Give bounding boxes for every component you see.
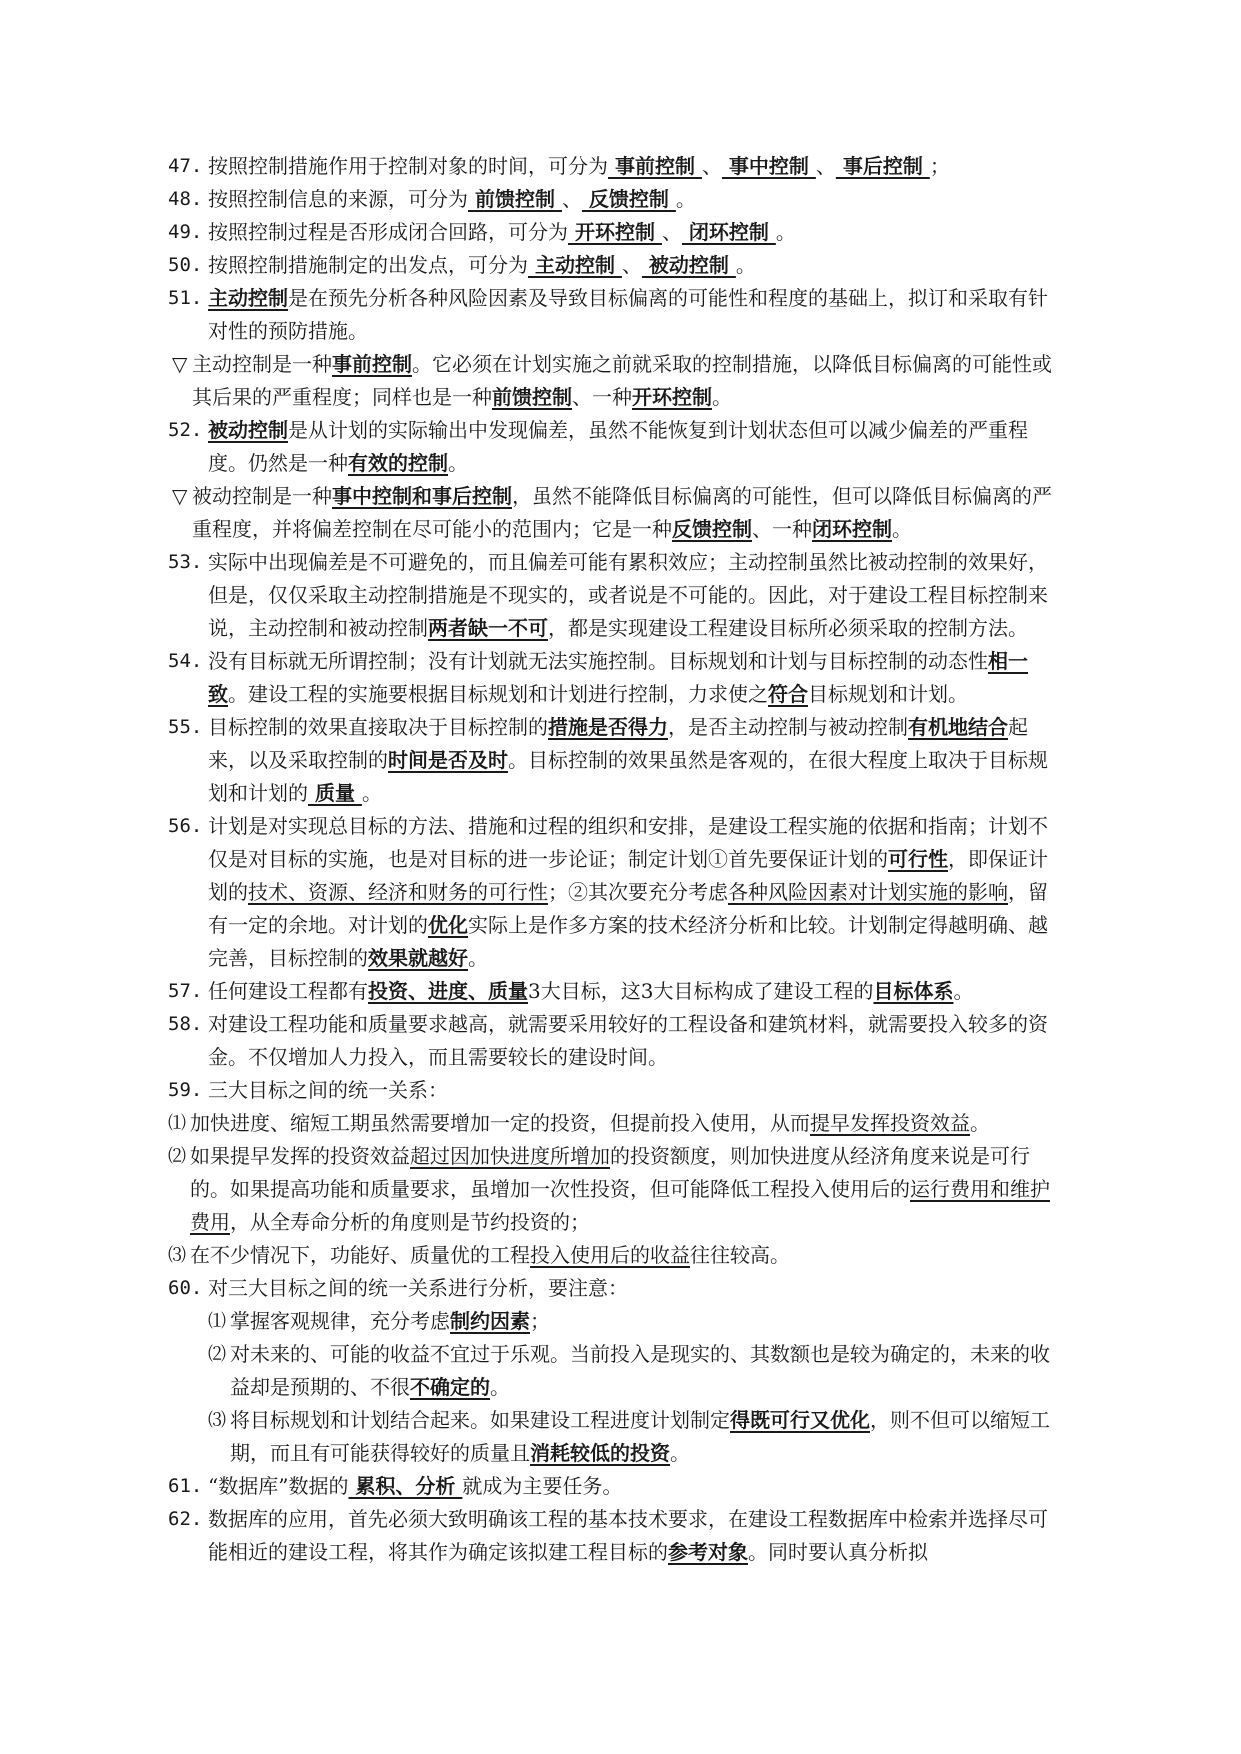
item-number: 47. bbox=[168, 155, 203, 177]
item-49 bbox=[168, 216, 1063, 249]
triangle-marker-icon: ▽ bbox=[172, 484, 188, 508]
underlined-phrase: 投入使用后的收益 bbox=[530, 1243, 690, 1267]
text: 被动控制是一种 bbox=[192, 484, 332, 508]
text: 、 bbox=[815, 154, 836, 178]
text: 对未来的、可能的收益不宜过于乐观。当前投入是现实的、其数额也是较为确定的，未来的收益却是预期的、不很 bbox=[230, 1342, 1050, 1399]
item-number: 49. bbox=[168, 221, 203, 243]
text: 。 bbox=[735, 253, 756, 277]
text: 。建设工程的实施要根据目标规划和计划进行控制，力求使之 bbox=[228, 682, 768, 706]
key-term: 优化 bbox=[428, 913, 468, 937]
item-number: 59. bbox=[168, 1079, 203, 1101]
item-52 bbox=[168, 414, 1063, 480]
answer-blank: 主动控制 bbox=[528, 253, 622, 277]
key-term: 不确定的 bbox=[410, 1375, 490, 1399]
key-term: 可行性 bbox=[888, 847, 948, 871]
sub-number: ⑵ bbox=[168, 1146, 186, 1167]
text: 任何建设工程都有 bbox=[208, 979, 368, 1003]
text: ； bbox=[929, 154, 950, 178]
item-number: 54. bbox=[168, 650, 203, 672]
text: 在不少情况下，功能好、质量优的工程 bbox=[190, 1243, 530, 1267]
item-54 bbox=[168, 645, 1063, 711]
key-term: 主动控制 bbox=[208, 286, 288, 310]
item-59-sub-1 bbox=[168, 1107, 1063, 1140]
answer-blank: 被动控制 bbox=[641, 253, 736, 277]
underlined-phrase: 技术、资源、经济和财务的可行性 bbox=[248, 880, 548, 904]
item-61 bbox=[168, 1470, 1063, 1503]
note-52 bbox=[172, 480, 1063, 546]
text: 按照控制过程是否形成闭合回路，可分为 bbox=[208, 220, 568, 244]
underlined-phrase: 运行费用和维护费用 bbox=[190, 1177, 1050, 1234]
item-number: 58. bbox=[168, 1013, 203, 1035]
sub-number: ⑶ bbox=[208, 1410, 226, 1431]
text: ，即保证计划的 bbox=[208, 847, 1048, 904]
item-number: 56. bbox=[168, 815, 203, 837]
sub-number: ⑶ bbox=[168, 1245, 186, 1266]
text: 目标规划和计划。 bbox=[808, 682, 968, 706]
text: 3大目标，这3大目标构成了建设工程的 bbox=[528, 979, 874, 1003]
key-term: 制约因素 bbox=[450, 1309, 530, 1333]
key-term: 相一致 bbox=[208, 649, 1028, 706]
item-number: 50. bbox=[168, 254, 203, 276]
text: 。 bbox=[675, 187, 696, 211]
key-term: 有机地结合 bbox=[908, 715, 1008, 739]
answer-blank: 反馈控制 bbox=[581, 187, 676, 211]
text: 。目标控制的效果虽然是客观的，在很大程度上取决于目标规划和计划的 bbox=[208, 748, 1048, 805]
answer-blank: 质量 bbox=[308, 781, 362, 805]
text: 掌握客观规律，充分考虑 bbox=[230, 1309, 450, 1333]
text: 按照控制措施制定的出发点，可分为 bbox=[208, 253, 528, 277]
item-55 bbox=[168, 711, 1063, 810]
text: 起来，以及采取控制的 bbox=[208, 715, 1028, 772]
item-number: 52. bbox=[168, 419, 203, 441]
answer-blank: 事后控制 bbox=[835, 154, 930, 178]
text: ，是否主动控制与被动控制 bbox=[668, 715, 908, 739]
text: 、一种 bbox=[752, 517, 812, 541]
sub-number: ⑵ bbox=[208, 1344, 226, 1365]
key-term: 前馈控制 bbox=[492, 385, 572, 409]
text: 。 bbox=[448, 451, 468, 475]
item-number: 57. bbox=[168, 980, 203, 1002]
item-60-sub-3 bbox=[168, 1404, 1063, 1470]
item-number: 53. bbox=[168, 551, 203, 573]
key-term: 反馈控制 bbox=[672, 517, 752, 541]
text: 。 bbox=[953, 979, 974, 1003]
item-56 bbox=[168, 810, 1063, 975]
key-term: 开环控制 bbox=[632, 385, 712, 409]
text: 是从计划的实际输出中发现偏差，虽然不能恢复到计划状态但可以减少偏差的严重程度。仍然是一种 bbox=[208, 418, 1028, 475]
text: 、 bbox=[661, 220, 682, 244]
text: ，留有一定的余地。对计划的 bbox=[208, 880, 1048, 937]
triangle-marker-icon: ▽ bbox=[172, 352, 188, 376]
underlined-phrase: 超过因加快进度所增加 bbox=[410, 1144, 610, 1168]
text: 、 bbox=[561, 187, 582, 211]
item-number: 61. bbox=[168, 1475, 203, 1497]
text: ，从全寿命分析的角度则是节约投资的； bbox=[230, 1210, 590, 1234]
text: 、 bbox=[701, 154, 722, 178]
item-58 bbox=[168, 1008, 1063, 1074]
text: 。 bbox=[970, 1111, 990, 1135]
answer-blank: 闭环控制 bbox=[681, 220, 776, 244]
underlined-phrase: 各种风险因素对计划实施的影响 bbox=[728, 880, 1008, 904]
text: 目标控制的效果直接取决于目标控制的 bbox=[208, 715, 548, 739]
text: 。 bbox=[490, 1375, 510, 1399]
key-term: 消耗较低的投资 bbox=[530, 1441, 670, 1465]
key-term: 事中控制和事后控制 bbox=[332, 484, 512, 508]
text: 。同时要认真分析拟 bbox=[748, 1540, 928, 1564]
text: ，虽然不能降低目标偏离的可能性，但可以降低目标偏离的严重程度，并将偏差控制在尽可能小的范围内；它是一种 bbox=[192, 484, 1052, 541]
text: 。 bbox=[468, 946, 488, 970]
item-59 bbox=[168, 1074, 1063, 1107]
text: 。 bbox=[670, 1441, 690, 1465]
text: 。 bbox=[712, 385, 732, 409]
text: 对三大目标之间的统一关系进行分析，要注意： bbox=[208, 1276, 628, 1300]
text: ，则不但可以缩短工期，而且有可能获得较好的质量且 bbox=[230, 1408, 1050, 1465]
item-47 bbox=[168, 150, 1063, 183]
item-number: 55. bbox=[168, 716, 203, 738]
text: 实际上是作多方案的技术经济分析和比较。计划制定得越明确、越完善，目标控制的 bbox=[208, 913, 1048, 970]
text: “数据库”数据的 bbox=[208, 1474, 349, 1498]
sub-number: ⑴ bbox=[208, 1311, 226, 1332]
key-term: 被动控制 bbox=[208, 418, 288, 442]
answer-blank: 事中控制 bbox=[721, 154, 816, 178]
key-term: 有效的控制 bbox=[348, 451, 448, 475]
answer-blank: 事前控制 bbox=[608, 154, 702, 178]
answer-blank: 前馈控制 bbox=[468, 187, 562, 211]
text: 将目标规划和计划结合起来。如果建设工程进度计划制定 bbox=[230, 1408, 730, 1432]
key-term: 参考对象 bbox=[668, 1540, 748, 1564]
item-60 bbox=[168, 1272, 1063, 1305]
text: 三大目标之间的统一关系： bbox=[208, 1078, 448, 1102]
text: 。 bbox=[361, 781, 382, 805]
item-number: 51. bbox=[168, 287, 203, 309]
text: 实际中出现偏差是不可避免的，而且偏差可能有累积效应；主动控制虽然比被动控制的效果好，但是，仅仅采取主动控制措施是不现实的，或者说是不可能的。因此，对于建设工程目标控制来说，主动控制和被动控制 bbox=[208, 550, 1048, 640]
underlined-phrase: 提早发挥投资效益 bbox=[810, 1111, 970, 1135]
item-51 bbox=[168, 282, 1063, 348]
item-48 bbox=[168, 183, 1063, 216]
key-term: 得既可行又优化 bbox=[730, 1408, 870, 1432]
item-50 bbox=[168, 249, 1063, 282]
text: ；②其次要充分考虑 bbox=[548, 880, 728, 904]
item-57 bbox=[168, 975, 1063, 1008]
text: 。 bbox=[892, 517, 912, 541]
key-term: 目标体系 bbox=[873, 979, 954, 1003]
item-62 bbox=[168, 1503, 1063, 1569]
answer-blank: 累积、分析 bbox=[348, 1474, 463, 1498]
text: 主动控制是一种 bbox=[192, 352, 332, 376]
text: 加快进度、缩短工期虽然需要增加一定的投资，但提前投入使用，从而 bbox=[190, 1111, 810, 1135]
item-number: 62. bbox=[168, 1508, 203, 1530]
text: 计划是对实现总目标的方法、措施和过程的组织和安排，是建设工程实施的依据和指南；计划不仅是对目标的实施，也是对目标的进一步论证；制定计划①首先要保证计划的 bbox=[208, 814, 1048, 871]
text: 如果提早发挥的投资效益 bbox=[190, 1144, 410, 1168]
key-term: 时间是否及时 bbox=[388, 748, 508, 772]
key-term: 符合 bbox=[768, 682, 808, 706]
key-term: 两者缺一不可 bbox=[428, 616, 548, 640]
item-59-sub-3 bbox=[168, 1239, 1063, 1272]
text: 按照控制信息的来源，可分为 bbox=[208, 187, 468, 211]
item-number: 48. bbox=[168, 188, 203, 210]
text: 就成为主要任务。 bbox=[462, 1474, 623, 1498]
text: 往往较高。 bbox=[690, 1243, 790, 1267]
text: 是在预先分析各种风险因素及导致目标偏离的可能性和程度的基础上，拟订和采取有针对性的预防措施。 bbox=[208, 286, 1048, 343]
text: ； bbox=[530, 1309, 550, 1333]
sub-number: ⑴ bbox=[168, 1113, 186, 1134]
key-term: 事前控制 bbox=[332, 352, 412, 376]
document-body bbox=[168, 150, 1063, 1569]
text: ，都是实现建设工程建设目标所必须采取的控制方法。 bbox=[548, 616, 1028, 640]
key-term: 效果就越好 bbox=[368, 946, 468, 970]
key-term: 措施是否得力 bbox=[548, 715, 668, 739]
text: 按照控制措施作用于控制对象的时间，可分为 bbox=[208, 154, 608, 178]
key-term: 闭环控制 bbox=[812, 517, 892, 541]
text: 、一种 bbox=[572, 385, 632, 409]
text: 。 bbox=[775, 220, 796, 244]
item-60-sub-2 bbox=[168, 1338, 1063, 1404]
text: 没有目标就无所谓控制；没有计划就无法实施控制。目标规划和计划与目标控制的动态性 bbox=[208, 649, 988, 673]
text: 。它必须在计划实施之前就采取的控制措施，以降低目标偏离的可能性或其后果的严重程度；同样也是一种 bbox=[192, 352, 1052, 409]
text: 对建设工程功能和质量要求越高，就需要采用较好的工程设备和建筑材料，就需要投入较多的资金。不仅增加人力投入，而且需要较长的建设时间。 bbox=[208, 1012, 1048, 1069]
item-number: 60. bbox=[168, 1277, 203, 1299]
answer-blank: 开环控制 bbox=[568, 220, 662, 244]
text: 、 bbox=[621, 253, 642, 277]
key-term: 投资、进度、质量 bbox=[368, 979, 528, 1003]
item-53 bbox=[168, 546, 1063, 645]
item-59-sub-2 bbox=[168, 1140, 1063, 1239]
item-60-sub-1 bbox=[168, 1305, 1063, 1338]
text: 的投资额度，则加快进度从经济角度来说是可行的。如果提高功能和质量要求，虽增加一次性投资，但可能降低工程投入使用后的 bbox=[190, 1144, 1030, 1201]
note-51 bbox=[172, 348, 1063, 414]
text: 数据库的应用，首先必须大致明确该工程的基本技术要求，在建设工程数据库中检索并选择尽可能相近的建设工程，将其作为确定该拟建工程目标的 bbox=[208, 1507, 1048, 1564]
